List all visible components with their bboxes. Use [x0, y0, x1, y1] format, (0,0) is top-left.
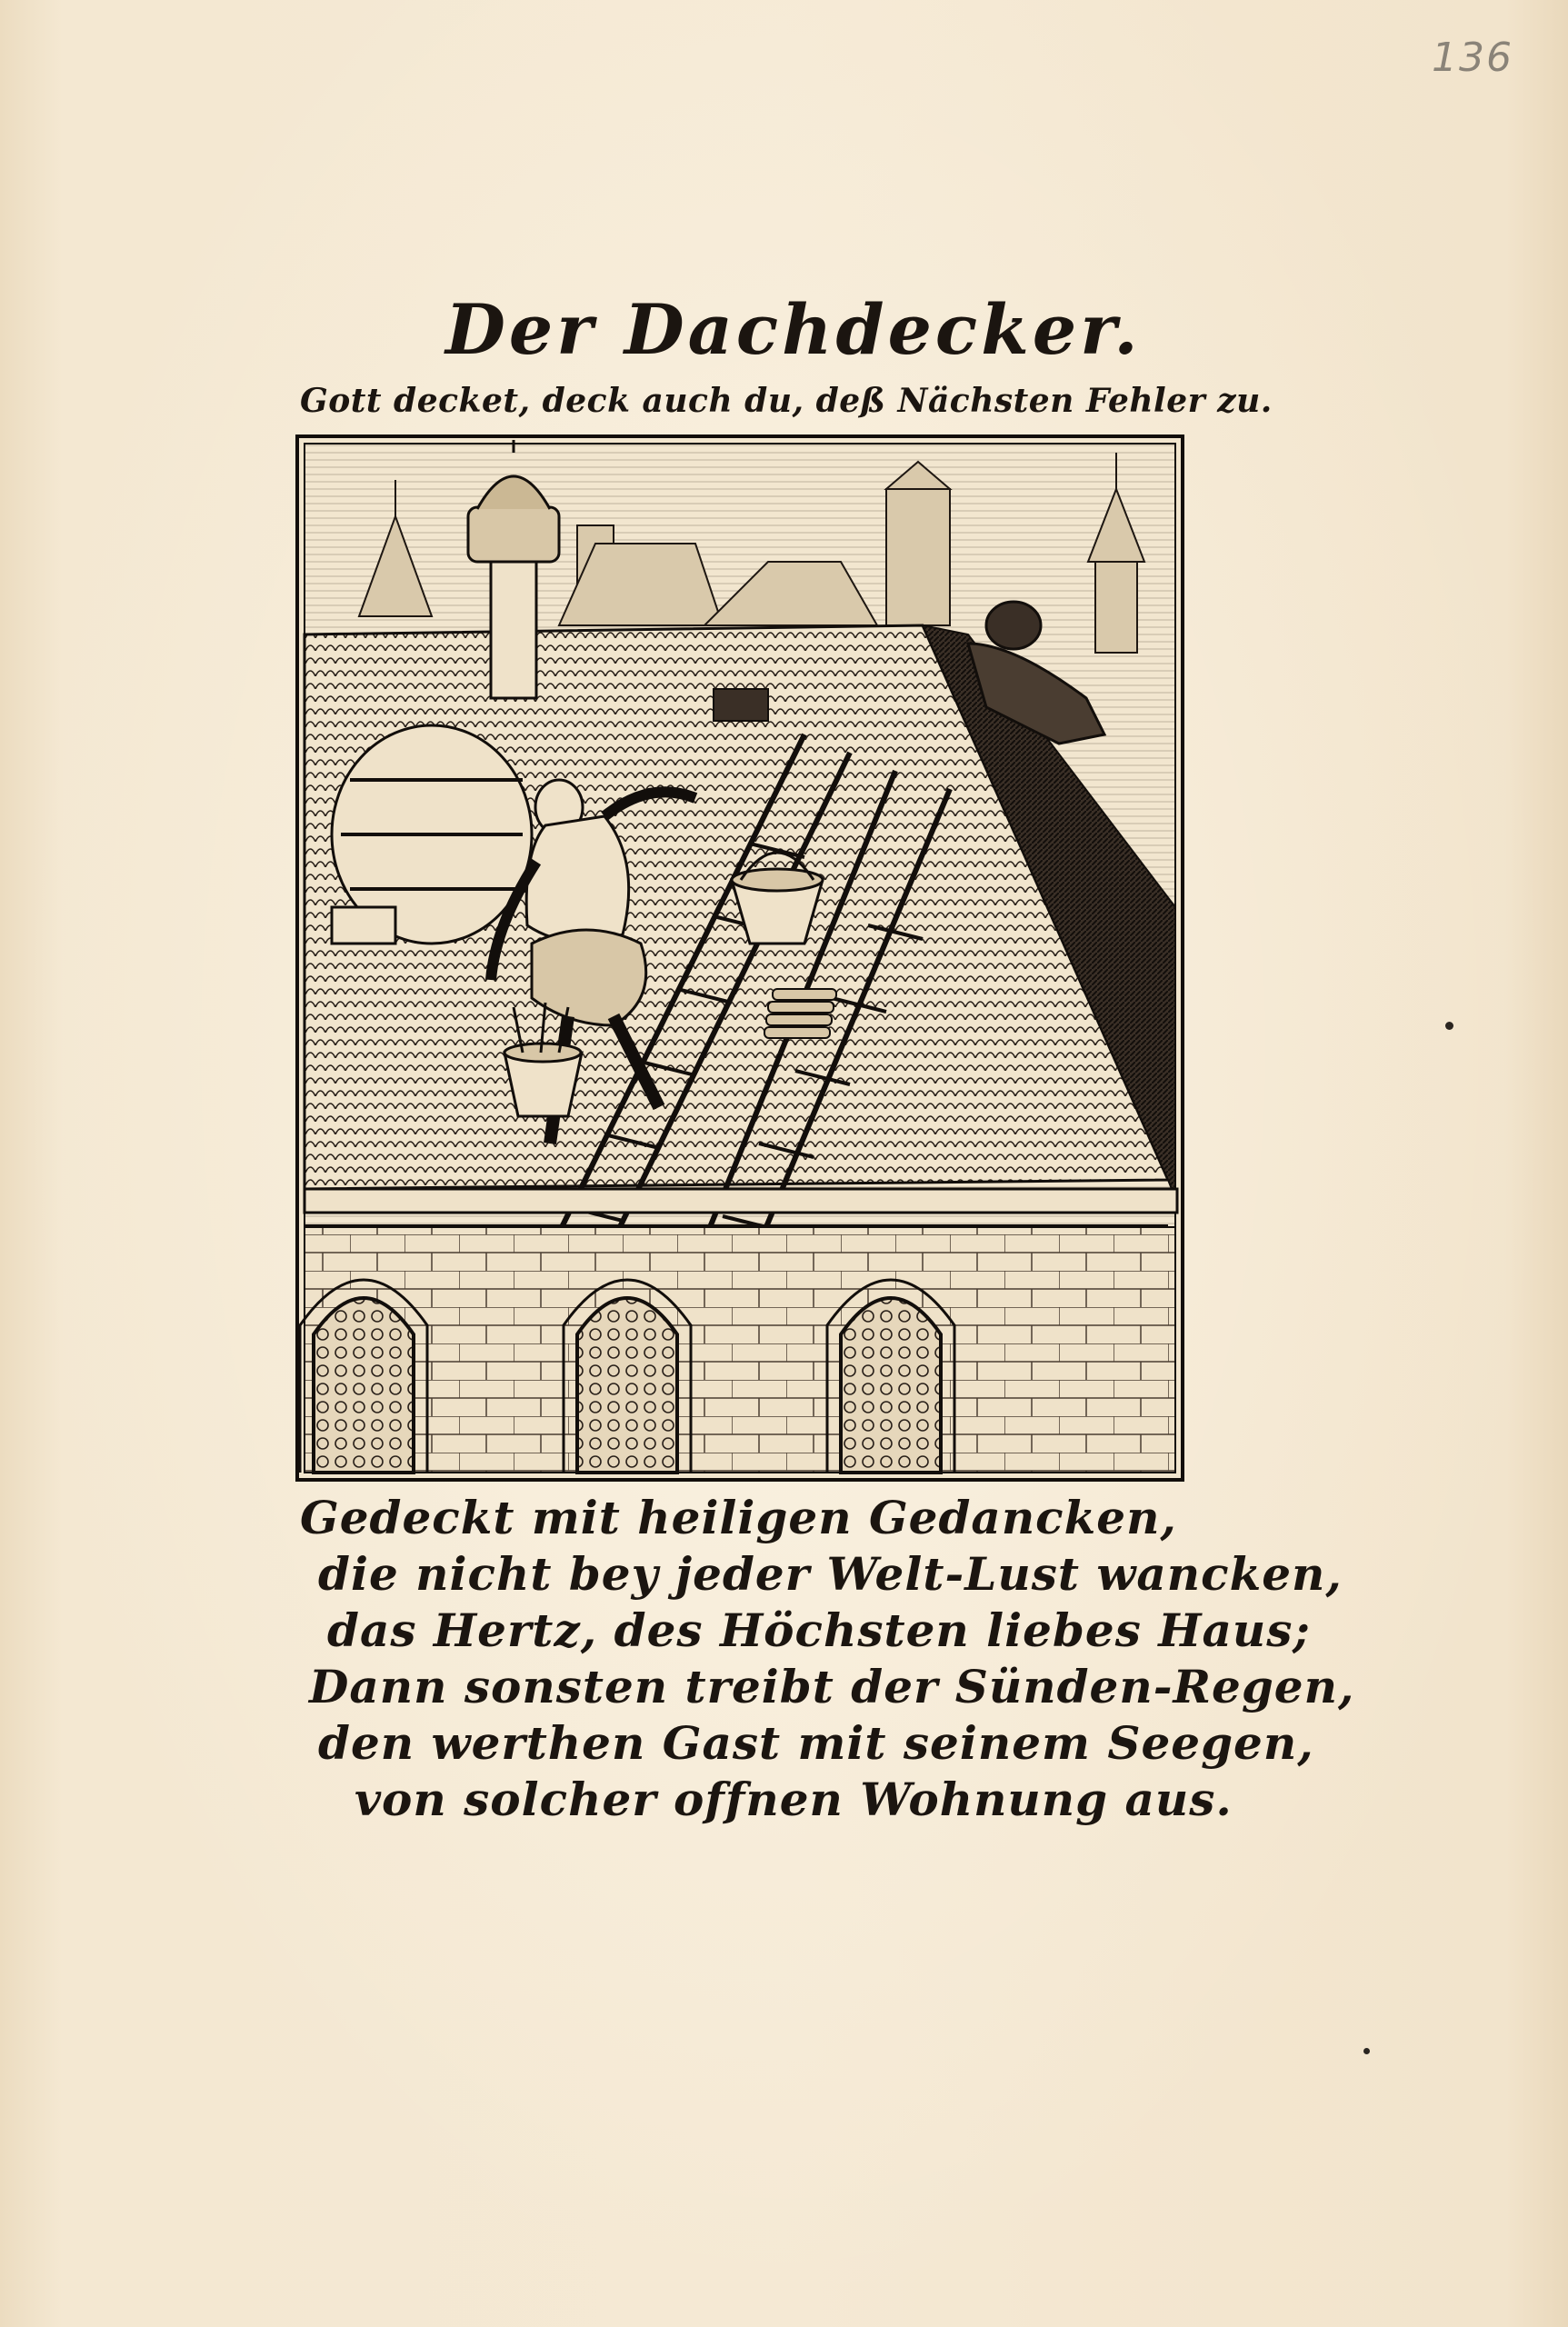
verse-line: Gedeckt mit heiligen Gedancken,: [300, 1491, 1177, 1544]
plate-motto: Gott decket, deck auch du, deß Nächsten Fehler zu.: [300, 382, 1273, 420]
folio-number: 136: [1432, 35, 1513, 81]
verse-block: [300, 1491, 1355, 1859]
ink-speck: [1445, 1022, 1453, 1030]
verse-line: den werthen Gast mit seinem Seegen,: [318, 1716, 1314, 1770]
plate-title: Der Dachdecker.: [445, 289, 1142, 370]
verse-line: Dann sonsten treibt der Sünden-Regen,: [309, 1660, 1355, 1713]
roofer-engraving-illustration: [295, 434, 1184, 1482]
ink-speck: [1363, 2048, 1370, 2054]
verse-line: das Hertz, des Höchsten liebes Haus;: [327, 1603, 1311, 1657]
verse-line: von solcher offnen Wohnung aus.: [355, 1773, 1233, 1826]
verse-line: die nicht bey jeder Welt-Lust wancken,: [318, 1547, 1343, 1601]
